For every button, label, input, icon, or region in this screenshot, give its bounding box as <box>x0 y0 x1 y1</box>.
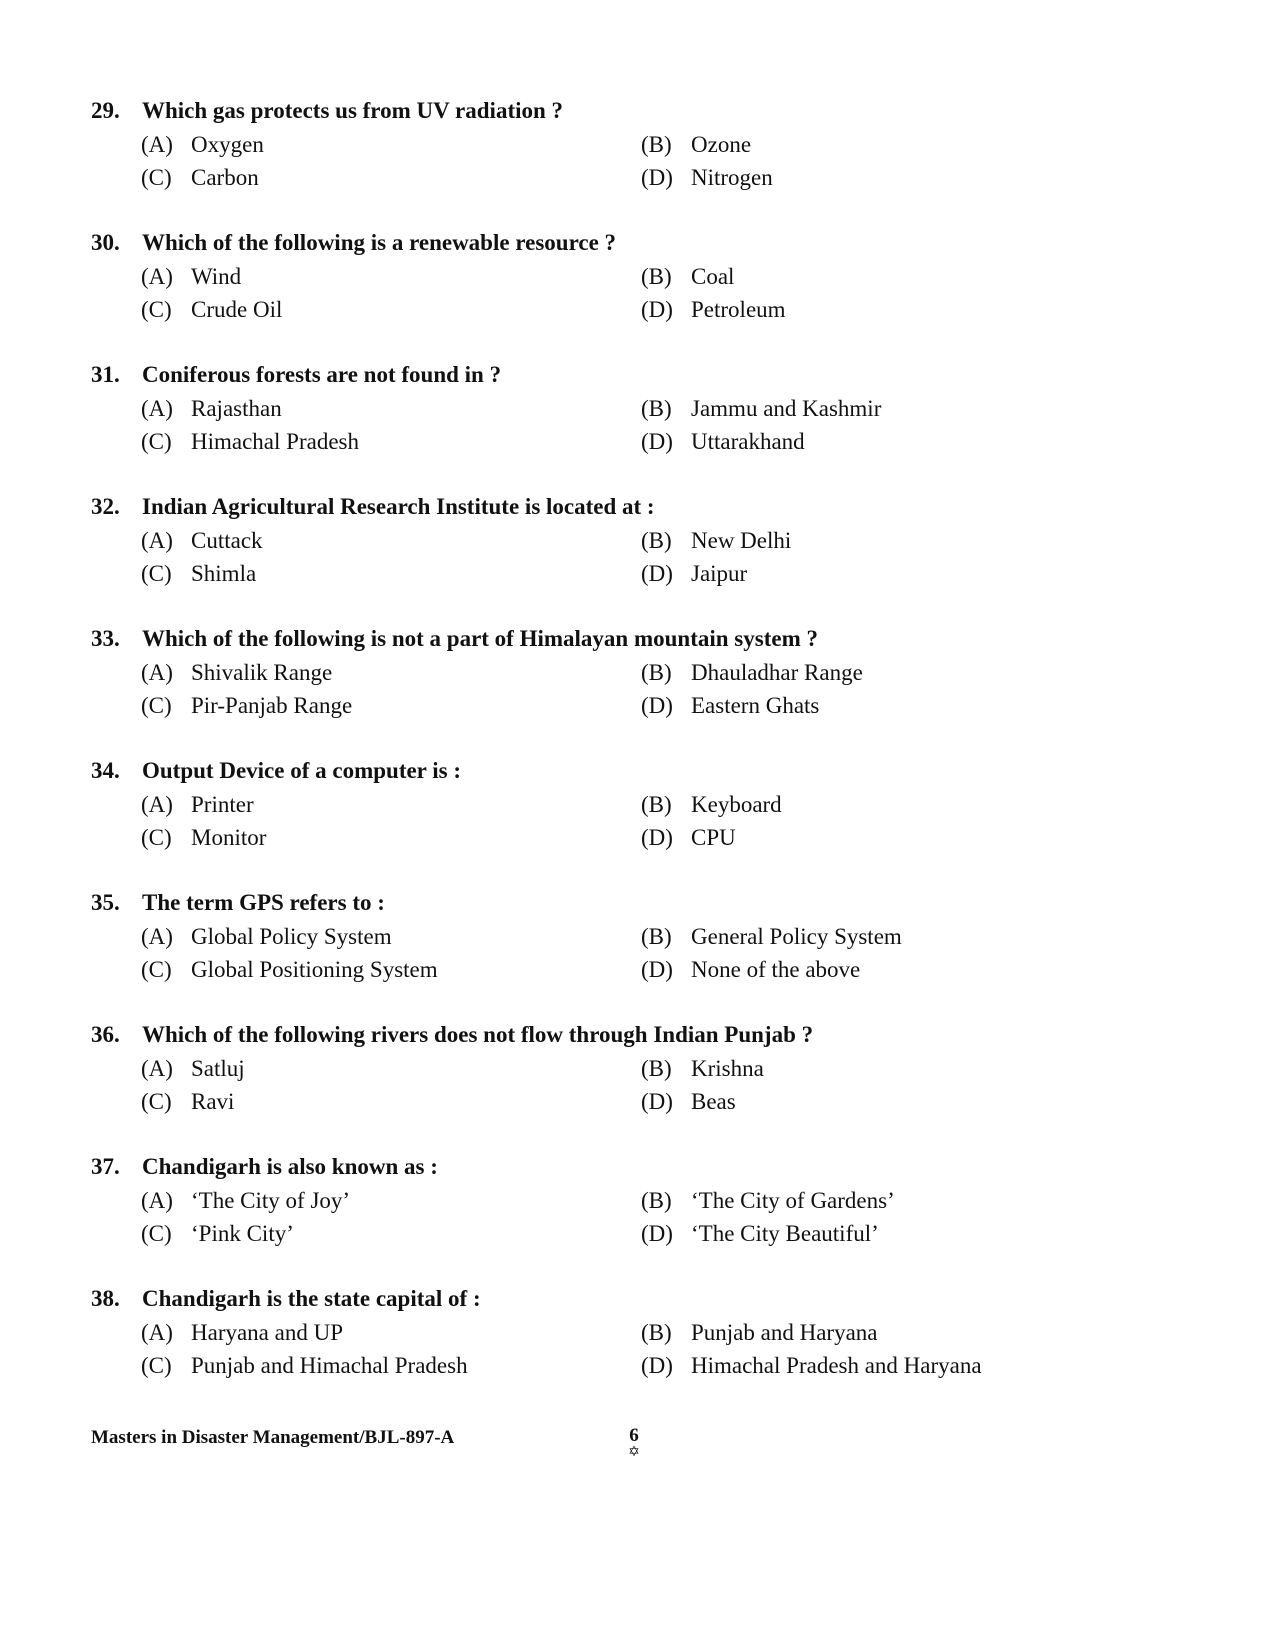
option-c <box>141 1349 468 1382</box>
option-letter: (B) <box>641 923 672 949</box>
option-grid <box>91 1184 1191 1250</box>
option-c <box>141 293 282 326</box>
option-text: Dhauladhar Range <box>691 659 863 685</box>
option-c <box>141 161 259 194</box>
option-letter: (B) <box>641 1187 672 1213</box>
option-d <box>641 821 736 854</box>
option-c <box>141 953 438 986</box>
question-29 <box>91 94 1191 226</box>
option-text: Rajasthan <box>191 395 282 421</box>
question-34 <box>91 754 1191 886</box>
option-a <box>141 524 263 557</box>
question-text: Coniferous forests are not found in ? <box>142 362 502 387</box>
question-text: Output Device of a computer is : <box>142 758 461 783</box>
option-b <box>641 656 863 689</box>
option-grid <box>91 392 1191 458</box>
option-text: Ozone <box>691 131 752 157</box>
option-text: Oxygen <box>191 131 264 157</box>
option-text: Shimla <box>191 560 257 586</box>
option-letter: (B) <box>641 527 672 553</box>
option-c <box>141 557 256 590</box>
question-stem <box>91 1018 1191 1052</box>
option-letter: (D) <box>641 1220 673 1246</box>
option-grid <box>91 260 1191 326</box>
option-grid <box>91 524 1191 590</box>
question-number: 36. <box>91 1022 120 1047</box>
question-text: Chandigarh is also known as : <box>142 1154 438 1179</box>
option-a <box>141 1184 350 1217</box>
question-33 <box>91 622 1191 754</box>
option-text: Global Policy System <box>191 923 392 949</box>
option-text: ‘The City of Gardens’ <box>691 1187 895 1213</box>
question-text: Which gas protects us from UV radiation ? <box>142 98 564 123</box>
option-letter: (D) <box>641 1088 673 1114</box>
option-letter: (B) <box>641 1055 672 1081</box>
option-c <box>141 821 266 854</box>
option-letter: (A) <box>141 527 173 553</box>
option-letter: (C) <box>141 824 172 850</box>
option-d <box>641 1085 736 1118</box>
question-number: 30. <box>91 230 120 255</box>
option-letter: (B) <box>641 659 672 685</box>
option-letter: (C) <box>141 560 172 586</box>
option-letter: (A) <box>141 131 173 157</box>
option-letter: (B) <box>641 395 672 421</box>
option-b <box>641 128 751 161</box>
option-text: Krishna <box>691 1055 764 1081</box>
option-d <box>641 293 786 326</box>
option-letter: (B) <box>641 131 672 157</box>
option-d <box>641 689 819 722</box>
option-d <box>641 1349 982 1382</box>
option-letter: (D) <box>641 560 673 586</box>
option-letter: (C) <box>141 296 172 322</box>
option-text: Printer <box>191 791 254 817</box>
option-letter: (B) <box>641 263 672 289</box>
question-37 <box>91 1150 1191 1282</box>
option-text: Keyboard <box>691 791 782 817</box>
option-text: Himachal Pradesh and Haryana <box>691 1352 982 1378</box>
option-text: Punjab and Haryana <box>691 1319 878 1345</box>
option-letter: (C) <box>141 1352 172 1378</box>
option-text: Global Positioning System <box>191 956 438 982</box>
option-text: Cuttack <box>191 527 263 553</box>
option-letter: (C) <box>141 692 172 718</box>
option-letter: (A) <box>141 923 173 949</box>
question-number: 32. <box>91 494 120 519</box>
page-number: 6 <box>629 1425 639 1446</box>
option-text: Punjab and Himachal Pradesh <box>191 1352 468 1378</box>
option-a <box>141 1316 343 1349</box>
option-a <box>141 920 392 953</box>
option-letter: (D) <box>641 296 673 322</box>
option-d <box>641 425 805 458</box>
option-letter: (A) <box>141 395 173 421</box>
option-c <box>141 1217 294 1250</box>
booklet-code: Masters in Disaster Management/BJL-897-A <box>91 1427 455 1448</box>
question-32 <box>91 490 1191 622</box>
option-letter: (A) <box>141 1319 173 1345</box>
option-letter: (D) <box>641 428 673 454</box>
question-31 <box>91 358 1191 490</box>
question-text: Which of the following rivers does not flow through Indian Punjab ? <box>142 1022 814 1047</box>
option-text: Coal <box>691 263 735 289</box>
question-35 <box>91 886 1191 1018</box>
option-b <box>641 920 902 953</box>
option-text: Uttarakhand <box>691 428 805 454</box>
question-stem <box>91 94 1191 128</box>
option-d <box>641 1217 879 1250</box>
option-text: CPU <box>691 824 736 850</box>
option-letter: (D) <box>641 1352 673 1378</box>
question-stem <box>91 358 1191 392</box>
option-c <box>141 425 359 458</box>
question-stem <box>91 622 1191 656</box>
star-of-david-icon: ✡ <box>628 1445 640 1460</box>
option-letter: (A) <box>141 659 173 685</box>
option-grid <box>91 656 1191 722</box>
option-text: Monitor <box>191 824 267 850</box>
option-letter: (D) <box>641 164 673 190</box>
page-footer <box>91 1427 1191 1467</box>
option-b <box>641 1052 764 1085</box>
question-30 <box>91 226 1191 358</box>
option-letter: (B) <box>641 1319 672 1345</box>
question-number: 29. <box>91 98 120 123</box>
option-letter: (D) <box>641 956 673 982</box>
question-stem <box>91 490 1191 524</box>
question-stem <box>91 886 1191 920</box>
question-number: 34. <box>91 758 120 783</box>
option-d <box>641 161 773 194</box>
question-text: The term GPS refers to : <box>142 890 385 915</box>
option-c <box>141 689 352 722</box>
option-text: Satluj <box>191 1055 245 1081</box>
option-letter: (C) <box>141 1088 172 1114</box>
question-number: 38. <box>91 1286 120 1311</box>
option-grid <box>91 920 1191 986</box>
question-text: Chandigarh is the state capital of : <box>142 1286 481 1311</box>
question-38 <box>91 1282 1191 1414</box>
option-b <box>641 788 782 821</box>
option-a <box>141 656 332 689</box>
option-letter: (D) <box>641 692 673 718</box>
option-text: Wind <box>191 263 242 289</box>
option-letter: (C) <box>141 956 172 982</box>
option-text: ‘The City of Joy’ <box>191 1187 351 1213</box>
option-text: Petroleum <box>691 296 786 322</box>
option-text: Jammu and Kashmir <box>691 395 882 421</box>
option-letter: (A) <box>141 791 173 817</box>
option-d <box>641 953 860 986</box>
option-text: Jaipur <box>691 560 748 586</box>
option-text: Pir-Panjab Range <box>191 692 353 718</box>
option-letter: (B) <box>641 791 672 817</box>
option-b <box>641 1184 895 1217</box>
question-number: 33. <box>91 626 120 651</box>
option-text: Ravi <box>191 1088 235 1114</box>
option-text: Nitrogen <box>691 164 773 190</box>
option-text: New Delhi <box>691 527 792 553</box>
option-c <box>141 1085 234 1118</box>
option-text: General Policy System <box>691 923 902 949</box>
option-text: Himachal Pradesh <box>191 428 359 454</box>
option-a <box>141 1052 245 1085</box>
option-letter: (A) <box>141 1187 173 1213</box>
option-text: Crude Oil <box>191 296 283 322</box>
option-text: ‘The City Beautiful’ <box>691 1220 879 1246</box>
option-text: Eastern Ghats <box>691 692 820 718</box>
question-stem <box>91 754 1191 788</box>
option-grid <box>91 1052 1191 1118</box>
option-text: Beas <box>691 1088 736 1114</box>
question-number: 31. <box>91 362 120 387</box>
question-list <box>91 94 1191 1414</box>
question-stem <box>91 1150 1191 1184</box>
option-text: Shivalik Range <box>191 659 333 685</box>
option-grid <box>91 128 1191 194</box>
option-a <box>141 788 254 821</box>
option-text: Carbon <box>191 164 259 190</box>
option-a <box>141 392 282 425</box>
option-d <box>641 557 747 590</box>
option-letter: (A) <box>141 1055 173 1081</box>
option-grid <box>91 1316 1191 1382</box>
option-text: None of the above <box>691 956 861 982</box>
option-text: Haryana and UP <box>191 1319 344 1345</box>
option-letter: (C) <box>141 428 172 454</box>
option-a <box>141 260 241 293</box>
option-b <box>641 1316 878 1349</box>
option-letter: (C) <box>141 164 172 190</box>
option-letter: (D) <box>641 824 673 850</box>
question-number: 35. <box>91 890 120 915</box>
option-b <box>641 260 734 293</box>
question-stem <box>91 1282 1191 1316</box>
question-text: Which of the following is a renewable resource ? <box>142 230 617 255</box>
question-stem <box>91 226 1191 260</box>
option-letter: (A) <box>141 263 173 289</box>
option-a <box>141 128 264 161</box>
question-text: Indian Agricultural Research Institute is located at : <box>142 494 655 519</box>
option-letter: (C) <box>141 1220 172 1246</box>
option-text: ‘Pink City’ <box>191 1220 294 1246</box>
option-b <box>641 392 881 425</box>
option-grid <box>91 788 1191 854</box>
question-number: 37. <box>91 1154 120 1179</box>
option-b <box>641 524 791 557</box>
question-text: Which of the following is not a part of Himalayan mountain system ? <box>142 626 818 651</box>
question-36 <box>91 1018 1191 1150</box>
